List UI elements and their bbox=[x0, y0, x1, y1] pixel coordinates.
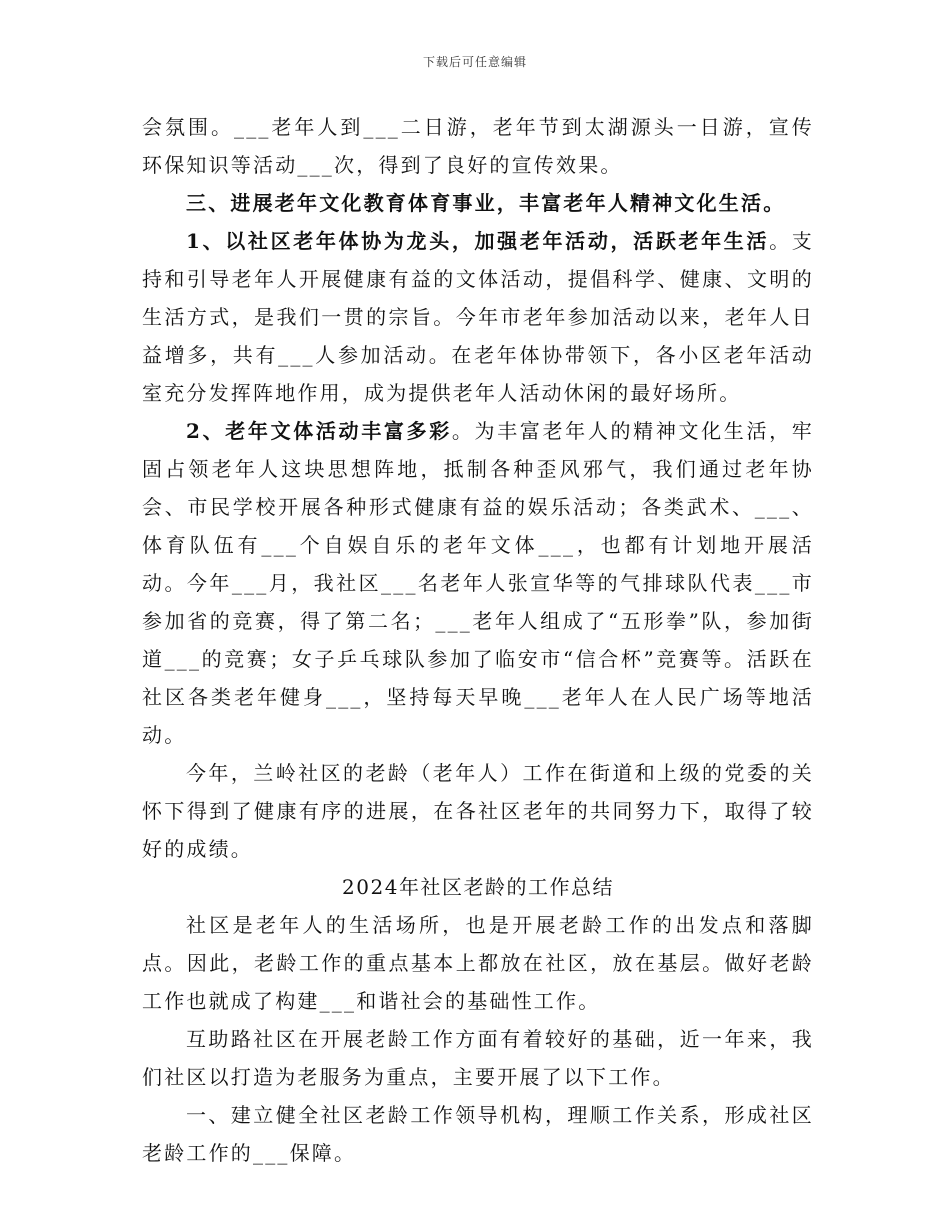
paragraph-continuation: 会氛围。___老年人到___二日游，老年节到太湖源头一日游，宣传环保知识等活动___次，得到了良好的宣传效果。 bbox=[142, 115, 814, 177]
section-heading-3: 三、进展老年文化教育体育事业，丰富老年人精神文化生活。 bbox=[186, 191, 786, 215]
document-body bbox=[142, 108, 814, 1172]
paragraph-conclusion: 今年，兰岭社区的老龄（老年人）工作在街道和上级的党委的关怀下得到了健康有序的进展，在各社区老年的共同努力下，取得了较好的成绩。 bbox=[142, 761, 814, 861]
paragraph-section-1: 一、建立健全社区老龄工作领导机构，理顺工作关系，形成社区老龄工作的___保障。 bbox=[142, 1103, 814, 1165]
item-1-heading: 1、以社区老年体协为龙头，加强老年活动，活跃老年生活 bbox=[186, 229, 770, 253]
document-title: 2024年社区老龄的工作总结 bbox=[342, 875, 614, 899]
page-header: 下载后可任意编辑 bbox=[422, 55, 527, 69]
paragraph-item-2 bbox=[142, 412, 814, 754]
item-2-heading: 2、老年文体活动丰富多彩 bbox=[186, 419, 452, 443]
paragraph-intro: 社区是老年人的生活场所，也是开展老龄工作的出发点和落脚点。因此，老龄工作的重点基本上都放在社区，放在基层。做好老龄工作也就成了构建___和谐社会的基础性工作。 bbox=[142, 913, 814, 1013]
paragraph-item-1 bbox=[142, 222, 814, 412]
item-2-text: 。为丰富老年人的精神文化生活，牢固占领老年人这块思想阵地，抵制各种歪风邪气，我们通过老年协会、市民学校开展各种形式健康有益的娱乐活动；各类武术、___、体育队伍有___个自娱自乐的老年文体___，也都有计划地开展活动。今年___月，我社区___名老年人张宣华等的气排球队代表___市参加省的竞赛，得了第二名；___老年人组成了“五形拳”队，参加街道___的竞赛；女子乒乓球队参加了临安市“信合杯”竞赛等。活跃在社区各类老年健身___，坚持每天早晚___老年人在人民广场等地活动。 bbox=[142, 419, 814, 747]
paragraph-overview: 互助路社区在开展老龄工作方面有着较好的基础，近一年来，我们社区以打造为老服务为重点，主要开展了以下工作。 bbox=[142, 1027, 814, 1089]
item-1-text: 。支持和引导老年人开展健康有益的文体活动，提倡科学、健康、文明的生活方式，是我们一贯的宗旨。今年市老年参加活动以来，老年人日益增多，共有___人参加活动。在老年体协带领下，各小区老年活动室充分发挥阵地作用，成为提供老年人活动休闲的最好场所。 bbox=[142, 229, 814, 405]
